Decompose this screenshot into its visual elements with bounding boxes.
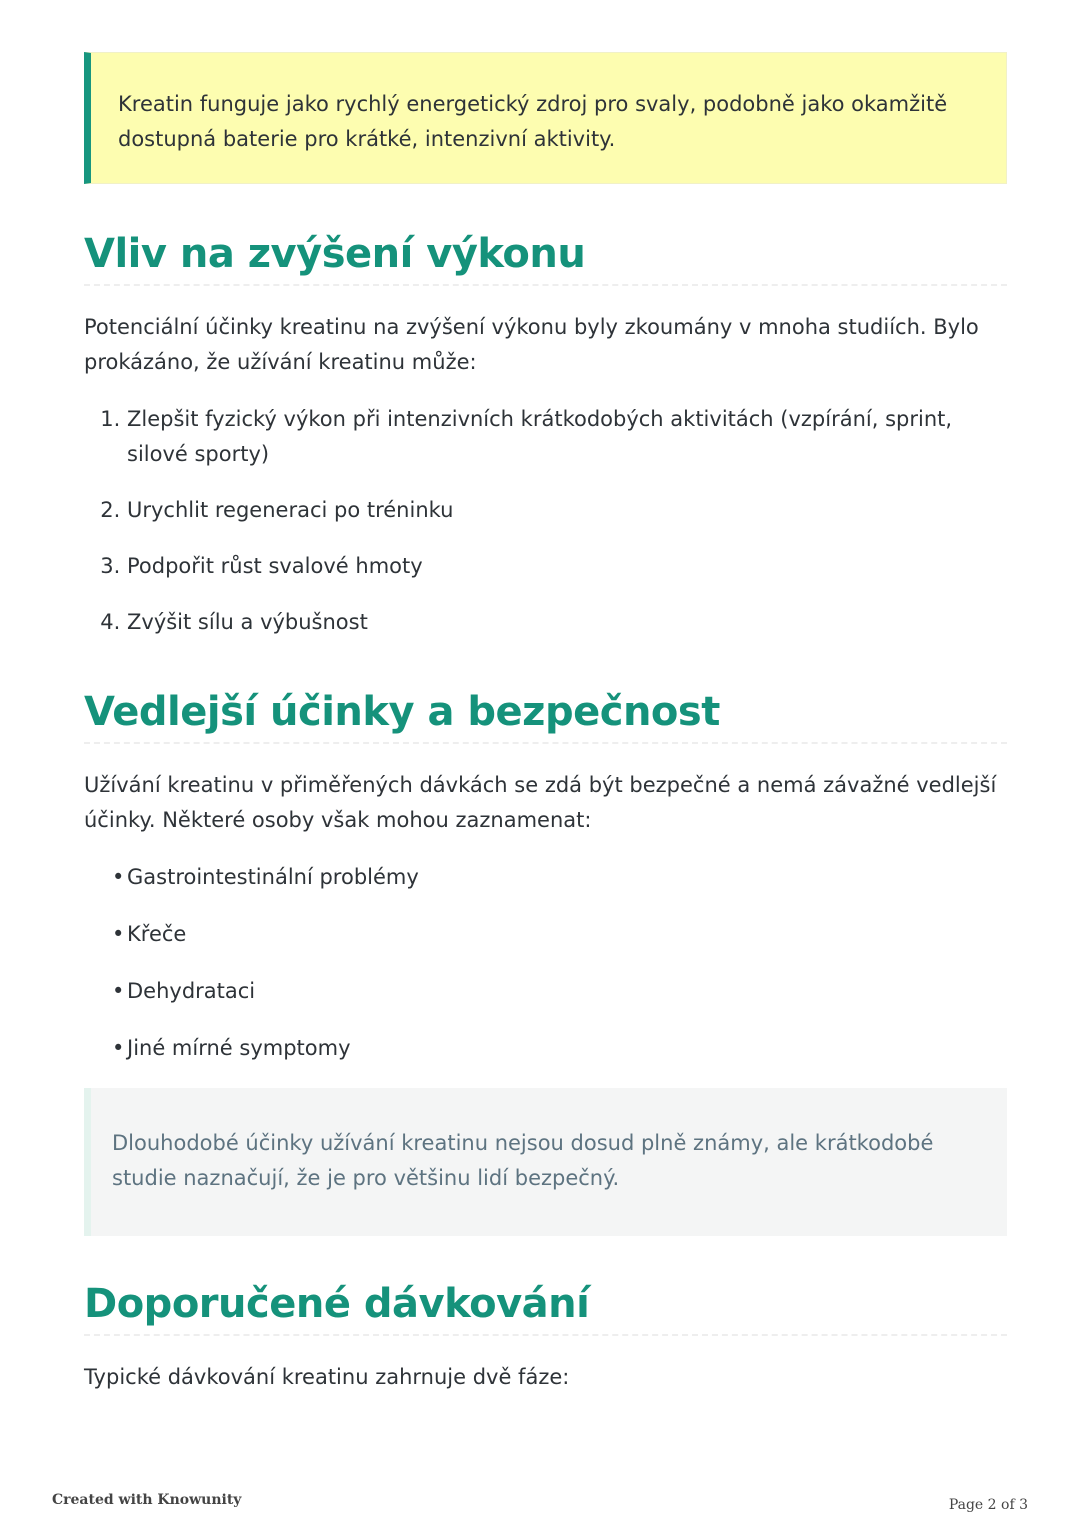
footer-page-number: Page 2 of 3 [948,1497,1028,1513]
safety-intro: Užívání kreatinu v přiměřených dávkách se zdá být bezpečné a nemá závažné vedlejší účinky. Některé osoby však mohou zaznamenat: [84,773,997,832]
list-item-text: Křeče [127,922,187,946]
bullet-icon: • [112,922,125,946]
side-effects-list [84,860,1007,1066]
safety-note-callout [84,1088,1007,1236]
dosage-heading: Doporučené dávkování [84,1278,1007,1336]
footer-created-with: Created with Knowunity [52,1492,242,1508]
performance-list [84,402,1007,640]
bullet-icon: • [112,865,125,889]
bullet-icon: • [112,979,125,1003]
dosage-intro: Typické dávkování kreatinu zahrnuje dvě fáze: [84,1365,570,1389]
list-item [112,974,1007,1009]
list-item [112,860,1007,895]
list-item: 4. Zvýšit sílu a výbušnost [127,605,1007,640]
list-item: 3. Podpořit růst svalové hmoty [127,549,1007,584]
document-page [84,52,1007,1395]
list-item-text: Dehydrataci [127,979,256,1003]
intro-callout-text: Kreatin funguje jako rychlý energetický zdroj pro svaly, podobně jako okamžitě dostupná baterie pro krátké, intenzivní aktivity. [118,92,948,151]
list-item [112,917,1007,952]
performance-heading: Vliv na zvýšení výkonu [84,228,1007,286]
list-item [112,1031,1007,1066]
list-item-text: Gastrointestinální problémy [127,865,419,889]
list-item-text: Jiné mírné symptomy [127,1036,351,1060]
list-item: 2. Urychlit regeneraci po tréninku [127,493,1007,528]
safety-heading: Vedlejší účinky a bezpečnost [84,686,1007,744]
safety-note-text: Dlouhodobé účinky užívání kreatinu nejsou dosud plně známy, ale krátkodobé studie naznačují, že je pro většinu lidí bezpečný. [112,1131,934,1190]
list-item: 1. Zlepšit fyzický výkon při intenzivních krátkodobých aktivitách (vzpírání, sprint, silové sporty) [127,402,1007,472]
performance-intro: Potenciální účinky kreatinu na zvýšení výkonu byly zkoumány v mnoha studiích. Bylo prokázáno, že užívání kreatinu může: [84,315,979,374]
intro-callout [84,52,1007,184]
bullet-icon: • [112,1036,125,1060]
